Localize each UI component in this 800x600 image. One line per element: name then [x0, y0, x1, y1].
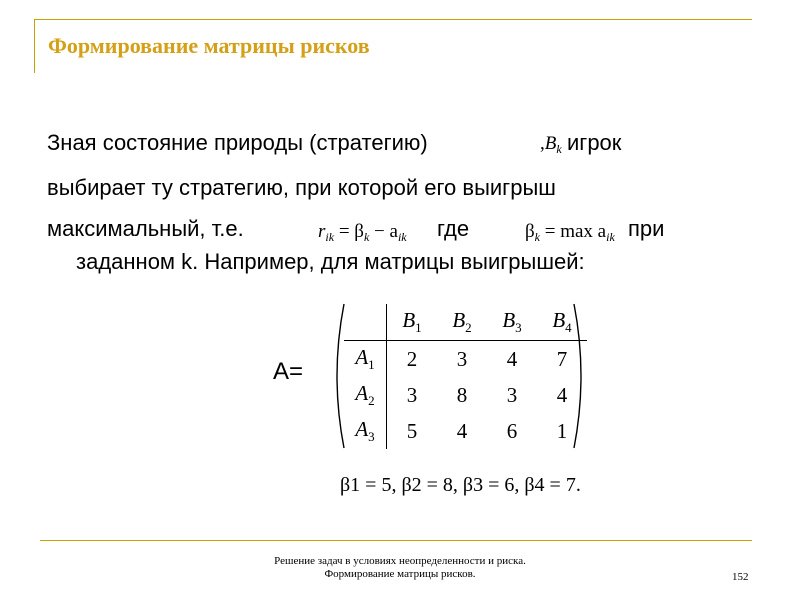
frame-top-line: [34, 19, 752, 20]
frame-bottom-line: [40, 540, 752, 541]
matrix-header-row: [344, 304, 587, 341]
matrix-cell: 3: [456, 346, 468, 371]
body-line-3: максимальный, т.е.: [47, 216, 244, 241]
row-header: $A_2$: [344, 377, 387, 413]
matrix-cell: 3: [406, 382, 418, 407]
body-line-3-where: где: [437, 216, 470, 241]
risk-formula: $r_{ik} = \beta_k - a_{ik}$: [318, 221, 407, 244]
beta-formula: $\beta_k = \max a_{ik}$: [525, 221, 615, 244]
body-line-2: выбирает ту стратегию, при которой его выигрыш: [47, 175, 556, 200]
matrix-cell: 4: [556, 382, 568, 407]
row-header: $A_1$: [344, 341, 387, 378]
page-number: 152: [732, 571, 749, 583]
matrix-cell: 5: [406, 418, 418, 443]
strategy-formula: $,B_k$: [540, 133, 562, 156]
matrix-cell: 4: [506, 346, 518, 371]
column-header: $B_4$: [537, 304, 587, 341]
matrix-cell: 1: [556, 418, 568, 443]
matrix-cell: 4: [456, 418, 468, 443]
row-header: $A_3$: [344, 413, 387, 449]
matrix-cell: 7: [556, 346, 568, 371]
matrix-cell: 3: [506, 382, 518, 407]
column-header: $B_3$: [487, 304, 537, 341]
matrix-row: [344, 413, 587, 449]
body-line-1-end: игрок: [567, 130, 622, 155]
matrix-cell: 6: [506, 418, 518, 443]
column-header: $B_1$: [387, 304, 438, 341]
body-line-3-end: при: [628, 216, 665, 241]
matrix-table: [344, 304, 587, 449]
matrix-row: [344, 341, 587, 378]
matrix-cell: 2: [406, 346, 418, 371]
footer-caption: Решение задач в условиях неопределенности и риска. Формирование матрицы рисков.: [274, 555, 526, 580]
matrix-cell: 8: [456, 382, 468, 407]
payoff-matrix: [328, 300, 590, 452]
body-line-1: Зная состояние природы (стратегию): [47, 130, 428, 155]
body-line-4: заданном k. Например, для матрицы выигрышей:: [76, 249, 585, 274]
matrix-row: [344, 377, 587, 413]
matrix-label: A=: [273, 358, 304, 385]
matrix-corner: [344, 304, 387, 341]
beta-values: β1 = 5, β2 = 8, β3 = 6, β4 = 7.: [340, 474, 581, 496]
slide-title: Формирование матрицы рисков: [48, 33, 370, 58]
frame-left-line: [34, 19, 35, 73]
column-header: $B_2$: [437, 304, 487, 341]
